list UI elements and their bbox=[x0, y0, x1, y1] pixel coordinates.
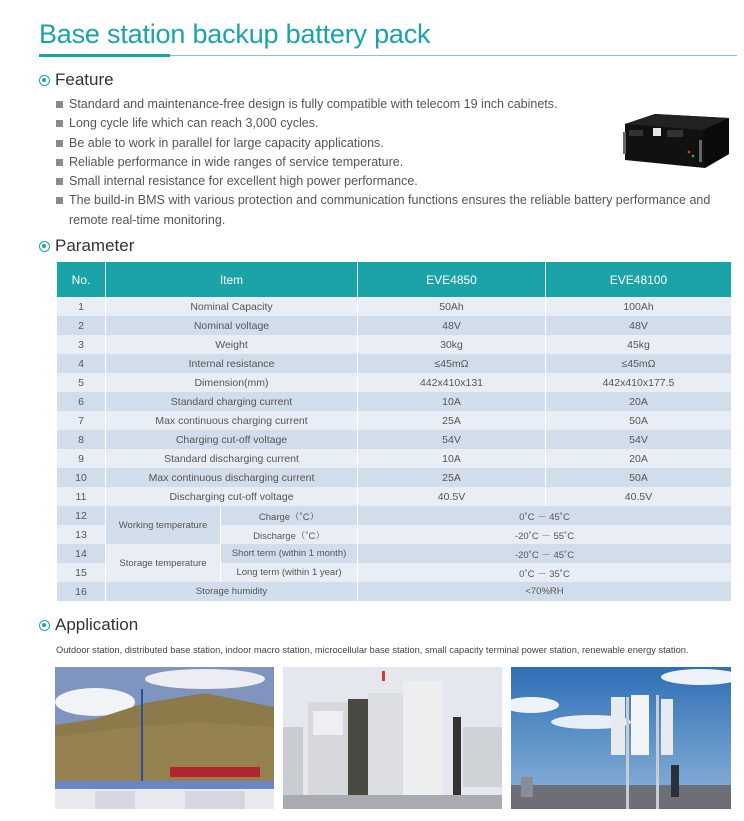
row-value-model-b: 48V bbox=[546, 316, 732, 335]
title-divider-accent bbox=[39, 54, 170, 57]
table-row bbox=[57, 335, 732, 354]
row-item: Nominal Capacity bbox=[106, 297, 358, 316]
header-model-a: EVE4850 bbox=[358, 262, 546, 297]
table-row bbox=[57, 430, 732, 449]
feature-item: Standard and maintenance-free design is fully compatible with telecom 19 inch cabinets. bbox=[56, 95, 736, 114]
table-row bbox=[57, 392, 732, 411]
row-value-model-a: 40.5V bbox=[358, 487, 546, 506]
row-value-model-b: 54V bbox=[546, 430, 732, 449]
table-row bbox=[57, 411, 732, 430]
application-heading bbox=[39, 615, 138, 635]
working-temperature-label: Working temperature bbox=[106, 506, 221, 544]
row-sub-item: Charge（˚C） bbox=[221, 506, 358, 525]
table-row bbox=[57, 506, 732, 525]
row-value-model-b: 100Ah bbox=[546, 297, 732, 316]
feature-item: Long cycle life which can reach 3,000 cycles. bbox=[56, 114, 736, 133]
row-value-shared: -20˚C － 45˚C bbox=[358, 544, 732, 563]
row-value-model-a: 25A bbox=[358, 468, 546, 487]
table-row bbox=[57, 316, 732, 335]
row-item: Max continuous discharging current bbox=[106, 468, 358, 487]
row-number: 11 bbox=[57, 487, 106, 506]
row-value-model-a: 25A bbox=[358, 411, 546, 430]
row-number: 7 bbox=[57, 411, 106, 430]
row-value-shared: <70%RH bbox=[358, 582, 732, 601]
row-value-model-b: 40.5V bbox=[546, 487, 732, 506]
row-number: 12 bbox=[57, 506, 106, 525]
row-item: Internal resistance bbox=[106, 354, 358, 373]
row-number: 1 bbox=[57, 297, 106, 316]
feature-item: The build-in BMS with various protection and communication functions ensures the reliable battery performance and remote real-time monitoring. bbox=[56, 191, 736, 230]
row-item: Nominal voltage bbox=[106, 316, 358, 335]
row-number: 15 bbox=[57, 563, 106, 582]
row-value-model-a: 10A bbox=[358, 392, 546, 411]
page-title: Base station backup battery pack bbox=[39, 19, 431, 49]
row-item: Weight bbox=[106, 335, 358, 354]
row-item: Storage humidity bbox=[106, 582, 358, 601]
row-number: 10 bbox=[57, 468, 106, 487]
row-item: Standard discharging current bbox=[106, 449, 358, 468]
distributed-station-photo bbox=[283, 667, 502, 809]
storage-temperature-label: Storage temperature bbox=[106, 544, 221, 582]
row-value-model-b: ≤45mΩ bbox=[546, 354, 732, 373]
row-number: 5 bbox=[57, 373, 106, 392]
row-number: 13 bbox=[57, 525, 106, 544]
section-bullet-icon bbox=[39, 241, 50, 252]
feature-heading bbox=[39, 70, 114, 90]
row-value-model-a: 442x410x131 bbox=[358, 373, 546, 392]
row-number: 4 bbox=[57, 354, 106, 373]
row-number: 14 bbox=[57, 544, 106, 563]
section-bullet-icon bbox=[39, 75, 50, 86]
table-row bbox=[57, 373, 732, 392]
row-value-shared: -20˚C － 55˚C bbox=[358, 525, 732, 544]
row-sub-item: Short term (within 1 month) bbox=[221, 544, 358, 563]
microcellular-station-photo bbox=[511, 667, 731, 809]
feature-item: Reliable performance in wide ranges of service temperature. bbox=[56, 153, 736, 172]
feature-item: Be able to work in parallel for large capacity applications. bbox=[56, 134, 736, 153]
row-number: 9 bbox=[57, 449, 106, 468]
table-row bbox=[57, 354, 732, 373]
table-header-row bbox=[57, 262, 732, 297]
row-value-model-a: ≤45mΩ bbox=[358, 354, 546, 373]
table-row bbox=[57, 449, 732, 468]
row-sub-item: Long term (within 1 year) bbox=[221, 563, 358, 582]
feature-heading-label: Feature bbox=[55, 70, 114, 89]
header-no: No. bbox=[57, 262, 106, 297]
row-number: 6 bbox=[57, 392, 106, 411]
row-number: 8 bbox=[57, 430, 106, 449]
row-sub-item: Discharge（˚C） bbox=[221, 525, 358, 544]
row-value-model-b: 20A bbox=[546, 449, 732, 468]
section-bullet-icon bbox=[39, 620, 50, 631]
parameter-table bbox=[56, 262, 732, 601]
row-item: Discharging cut-off voltage bbox=[106, 487, 358, 506]
row-item: Max continuous charging current bbox=[106, 411, 358, 430]
table-row bbox=[57, 468, 732, 487]
row-value-model-b: 20A bbox=[546, 392, 732, 411]
table-row bbox=[57, 544, 732, 563]
row-item: Charging cut-off voltage bbox=[106, 430, 358, 449]
application-heading-label: Application bbox=[55, 615, 139, 634]
feature-item: Small internal resistance for excellent high power performance. bbox=[56, 172, 736, 191]
row-value-model-a: 54V bbox=[358, 430, 546, 449]
row-value-model-b: 442x410x177.5 bbox=[546, 373, 732, 392]
header-model-b: EVE48100 bbox=[546, 262, 732, 297]
row-value-model-a: 48V bbox=[358, 316, 546, 335]
outdoor-station-photo bbox=[55, 667, 274, 809]
table-row bbox=[57, 582, 732, 601]
row-item: Dimension(mm) bbox=[106, 373, 358, 392]
row-value-model-b: 45kg bbox=[546, 335, 732, 354]
row-number: 3 bbox=[57, 335, 106, 354]
row-value-model-b: 50A bbox=[546, 468, 732, 487]
battery-pack-image bbox=[617, 110, 731, 172]
row-number: 16 bbox=[57, 582, 106, 601]
table-row bbox=[57, 487, 732, 506]
parameter-heading bbox=[39, 236, 134, 256]
row-value-shared: 0˚C － 35˚C bbox=[358, 563, 732, 582]
row-value-model-a: 30kg bbox=[358, 335, 546, 354]
row-value-model-a: 50Ah bbox=[358, 297, 546, 316]
row-value-shared: 0˚C － 45˚C bbox=[358, 506, 732, 525]
row-value-model-a: 10A bbox=[358, 449, 546, 468]
row-value-model-b: 50A bbox=[546, 411, 732, 430]
row-number: 2 bbox=[57, 316, 106, 335]
header-item: Item bbox=[106, 262, 358, 297]
application-description: Outdoor station, distributed base station, indoor macro station, microcellular base station, small capacity terminal power station, renewable energy station. bbox=[56, 645, 689, 655]
table-row bbox=[57, 297, 732, 316]
row-item: Standard charging current bbox=[106, 392, 358, 411]
parameter-heading-label: Parameter bbox=[55, 236, 135, 255]
